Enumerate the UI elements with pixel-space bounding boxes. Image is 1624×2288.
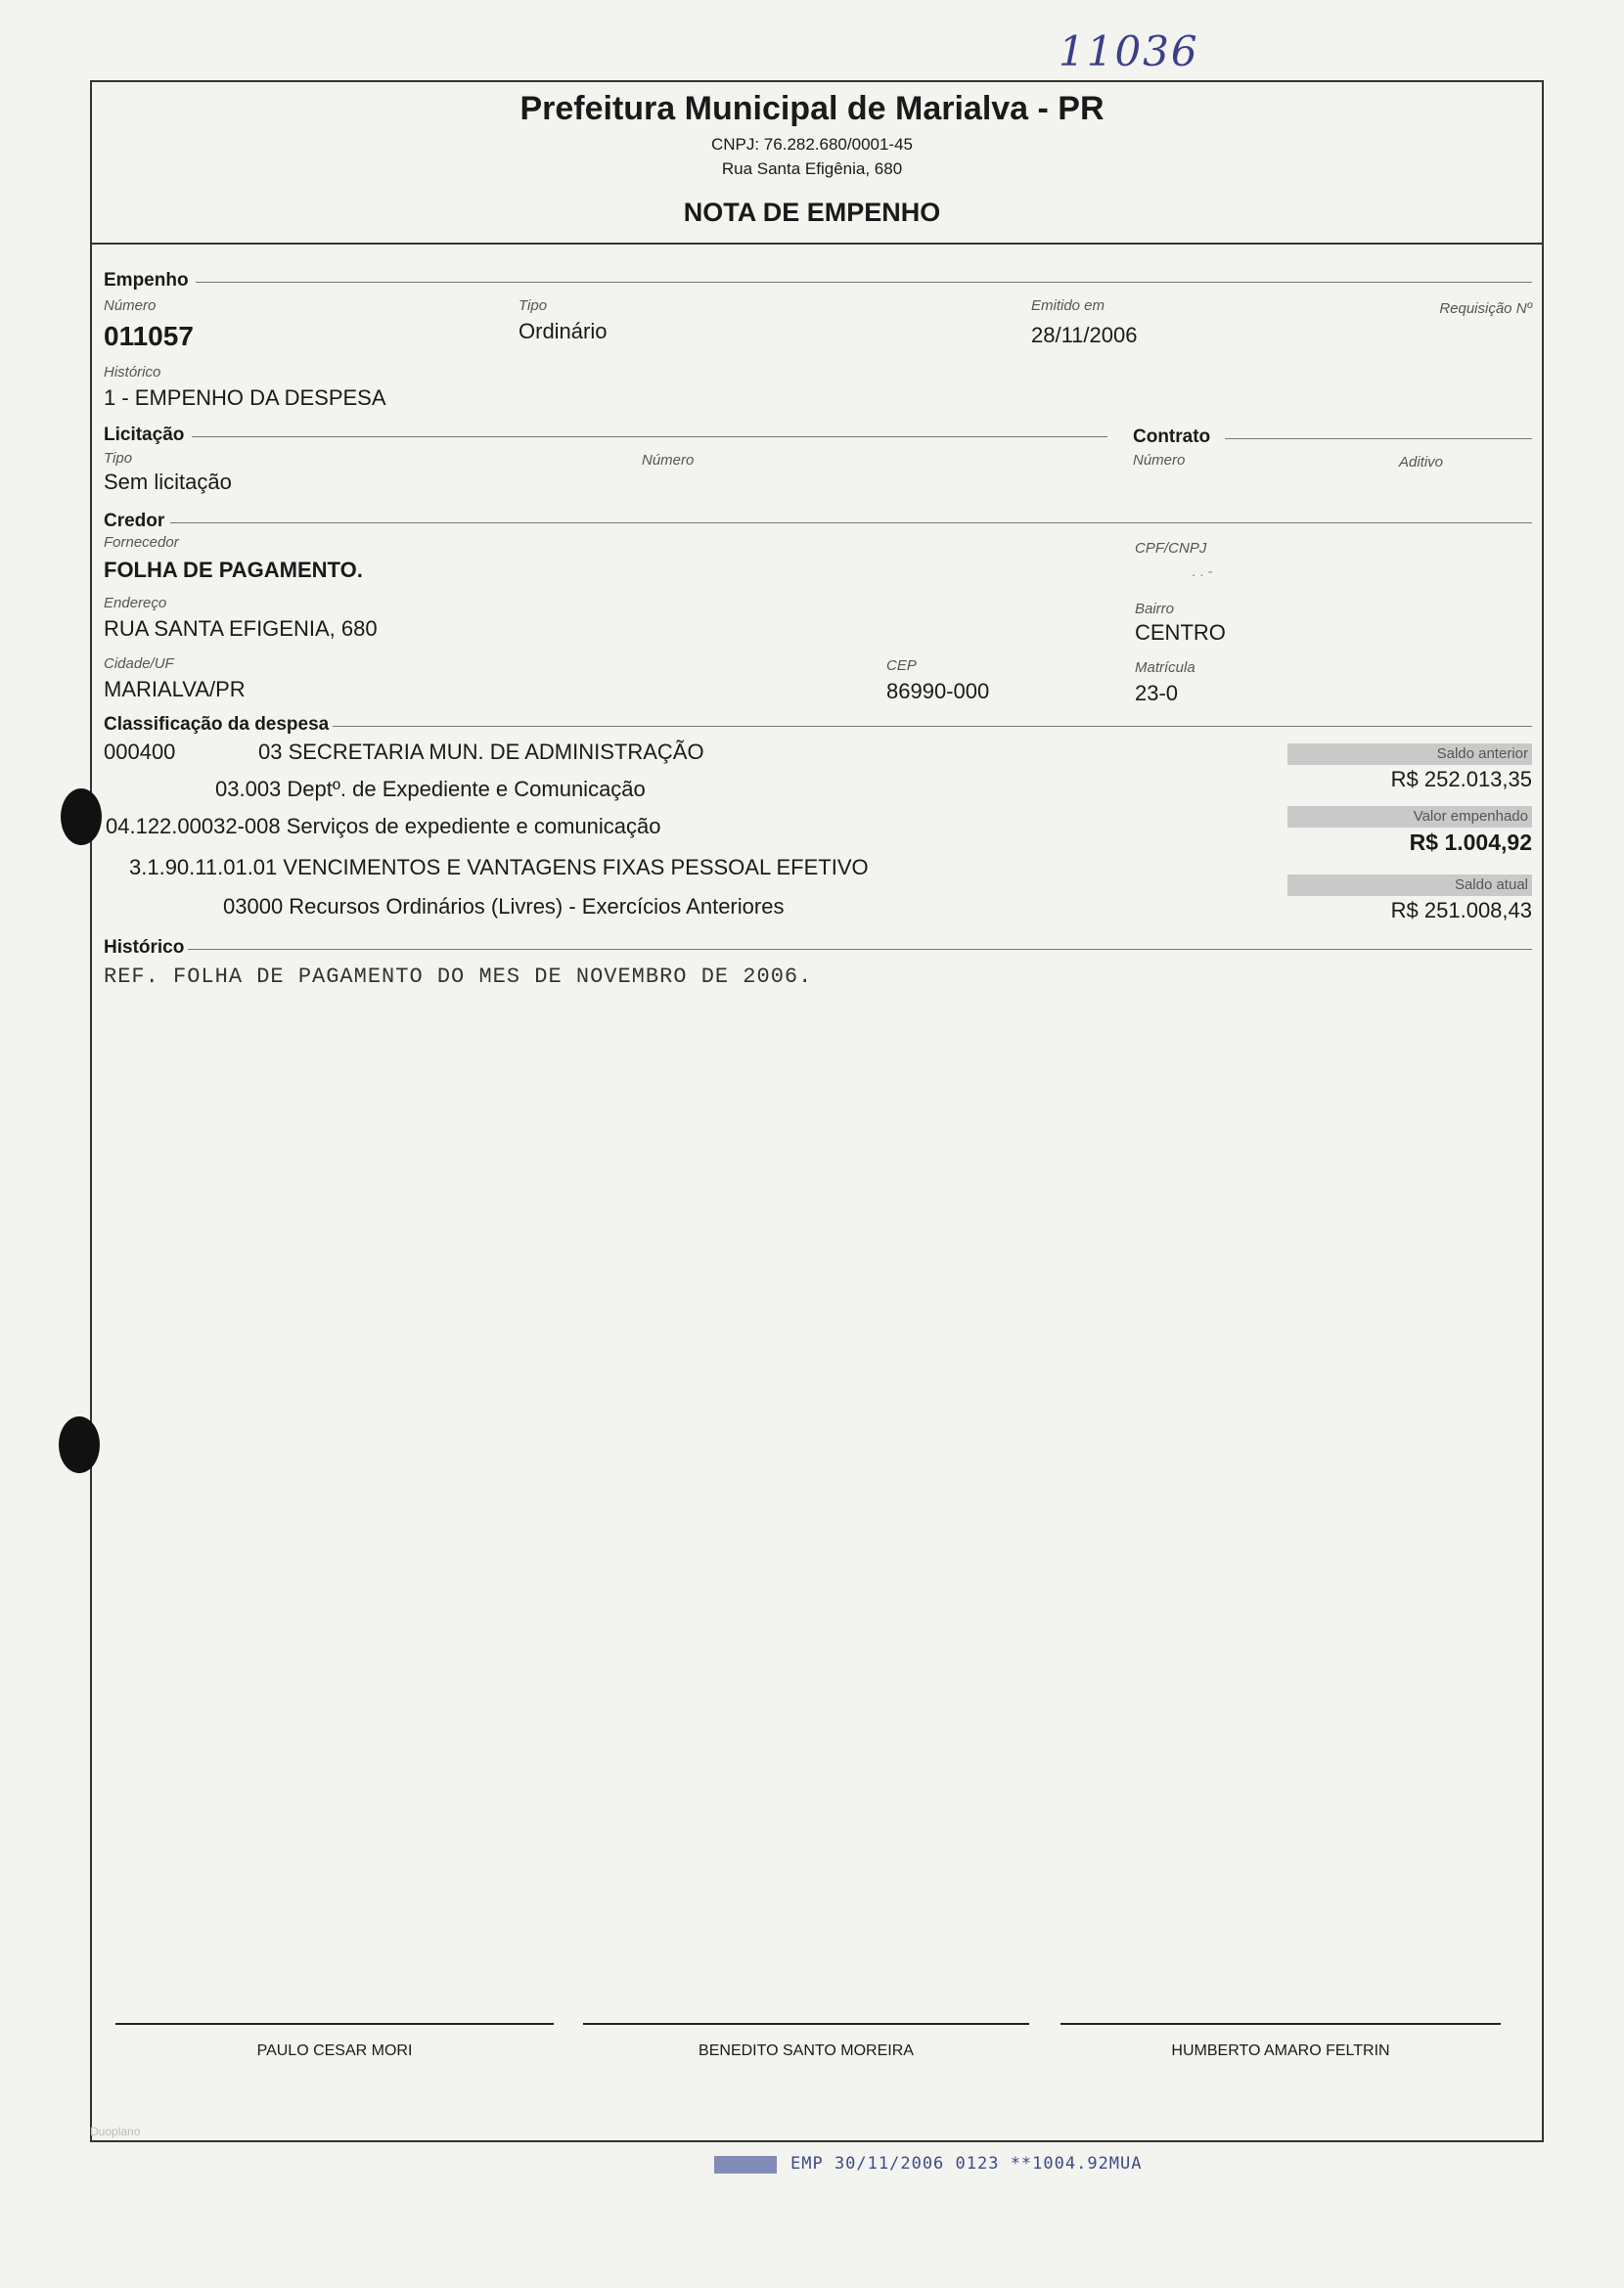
historico-label: Histórico [104, 364, 161, 381]
fornecedor: FOLHA DE PAGAMENTO. [104, 558, 363, 582]
section-licitacao: Licitação [104, 425, 185, 445]
section-historico: Histórico [104, 937, 185, 958]
cidade-label: Cidade/UF [104, 655, 174, 672]
address: Rua Santa Efigênia, 680 [721, 159, 903, 178]
punch-hole [59, 1416, 100, 1473]
contrato-numero-label: Número [1133, 452, 1186, 469]
saldo-anterior: R$ 252.013,35 [1390, 767, 1532, 791]
endereco-label: Endereço [104, 595, 167, 611]
section-rule [188, 949, 1532, 950]
saldo-atual-label: Saldo atual [1287, 875, 1532, 896]
signature-name-1: PAULO CESAR MORI [256, 2042, 413, 2059]
historico-text: REF. FOLHA DE PAGAMENTO DO MES DE NOVEMBRO DE 2006. [104, 965, 813, 989]
section-empenho: Empenho [104, 270, 189, 291]
classificacao-line2: 03.003 Deptº. de Expediente e Comunicação [215, 777, 646, 801]
cpf-value: . . - [1192, 563, 1213, 580]
handwritten-number: 11036 [1059, 27, 1199, 75]
endereco: RUA SANTA EFIGENIA, 680 [104, 616, 378, 641]
aditivo-label: Aditivo [1399, 454, 1444, 471]
signature-name-3: HUMBERTO AMARO FELTRIN [1171, 2042, 1390, 2059]
saldo-atual: R$ 251.008,43 [1390, 898, 1532, 922]
valor-empenhado-label: Valor empenhado [1287, 806, 1532, 828]
stamp-block [714, 2156, 777, 2174]
doc-title: NOTA DE EMPENHO [683, 198, 941, 227]
saldo-anterior-label: Saldo anterior [1287, 743, 1532, 765]
cidade: MARIALVA/PR [104, 677, 246, 701]
bairro-label: Bairro [1135, 601, 1175, 617]
section-rule [333, 726, 1532, 727]
empenho-historico: 1 - EMPENHO DA DESPESA [104, 385, 386, 410]
cpf-label: CPF/CNPJ [1135, 540, 1207, 557]
section-rule [170, 522, 1532, 523]
header-divider [90, 243, 1544, 245]
licitacao-tipo-label: Tipo [104, 450, 133, 467]
matricula-label: Matrícula [1135, 659, 1195, 676]
org-title: Prefeitura Municipal de Marialva - PR [519, 90, 1105, 127]
section-classificacao: Classificação da despesa [104, 714, 330, 735]
matricula: 23-0 [1135, 681, 1179, 705]
processing-stamp: EMP 30/11/2006 0123 **1004.92MUA [790, 2154, 1143, 2174]
fornecedor-label: Fornecedor [104, 534, 179, 551]
cep: 86990-000 [886, 679, 990, 703]
footer-mark: Duoplano [90, 2125, 141, 2138]
cnpj: CNPJ: 76.282.680/0001-45 [710, 135, 914, 154]
cep-label: CEP [886, 657, 917, 674]
bairro: CENTRO [1135, 620, 1226, 645]
classificacao-line5: 03000 Recursos Ordinários (Livres) - Exercícios Anteriores [223, 894, 785, 919]
licitacao-tipo: Sem licitação [104, 470, 232, 494]
valor-empenhado: R$ 1.004,92 [1409, 830, 1532, 855]
numero-label: Número [104, 297, 157, 314]
signature-line [583, 2023, 1029, 2025]
signature-line [115, 2023, 554, 2025]
empenho-tipo: Ordinário [519, 319, 608, 343]
section-rule [192, 436, 1107, 437]
signature-name-2: BENEDITO SANTO MOREIRA [699, 2042, 914, 2059]
section-rule [1225, 438, 1532, 439]
classificacao-code: 000400 [104, 740, 176, 764]
emitido-date: 28/11/2006 [1031, 323, 1138, 347]
classificacao-line3: 04.122.00032-008 Serviços de expediente e comunicação [106, 814, 661, 838]
signature-line [1060, 2023, 1501, 2025]
empenho-numero: 011057 [104, 321, 194, 351]
tipo-label: Tipo [519, 297, 548, 314]
classificacao-line1: 03 SECRETARIA MUN. DE ADMINISTRAÇÃO [258, 740, 704, 764]
punch-hole [61, 788, 102, 845]
emitido-label: Emitido em [1031, 297, 1105, 314]
licitacao-numero-label: Número [642, 452, 695, 469]
classificacao-line4: 3.1.90.11.01.01 VENCIMENTOS E VANTAGENS FIXAS PESSOAL EFETIVO [129, 855, 869, 879]
section-contrato: Contrato [1133, 426, 1211, 447]
requisicao-label: Requisição Nº [1439, 300, 1532, 317]
section-rule [196, 282, 1532, 283]
section-credor: Credor [104, 511, 165, 531]
